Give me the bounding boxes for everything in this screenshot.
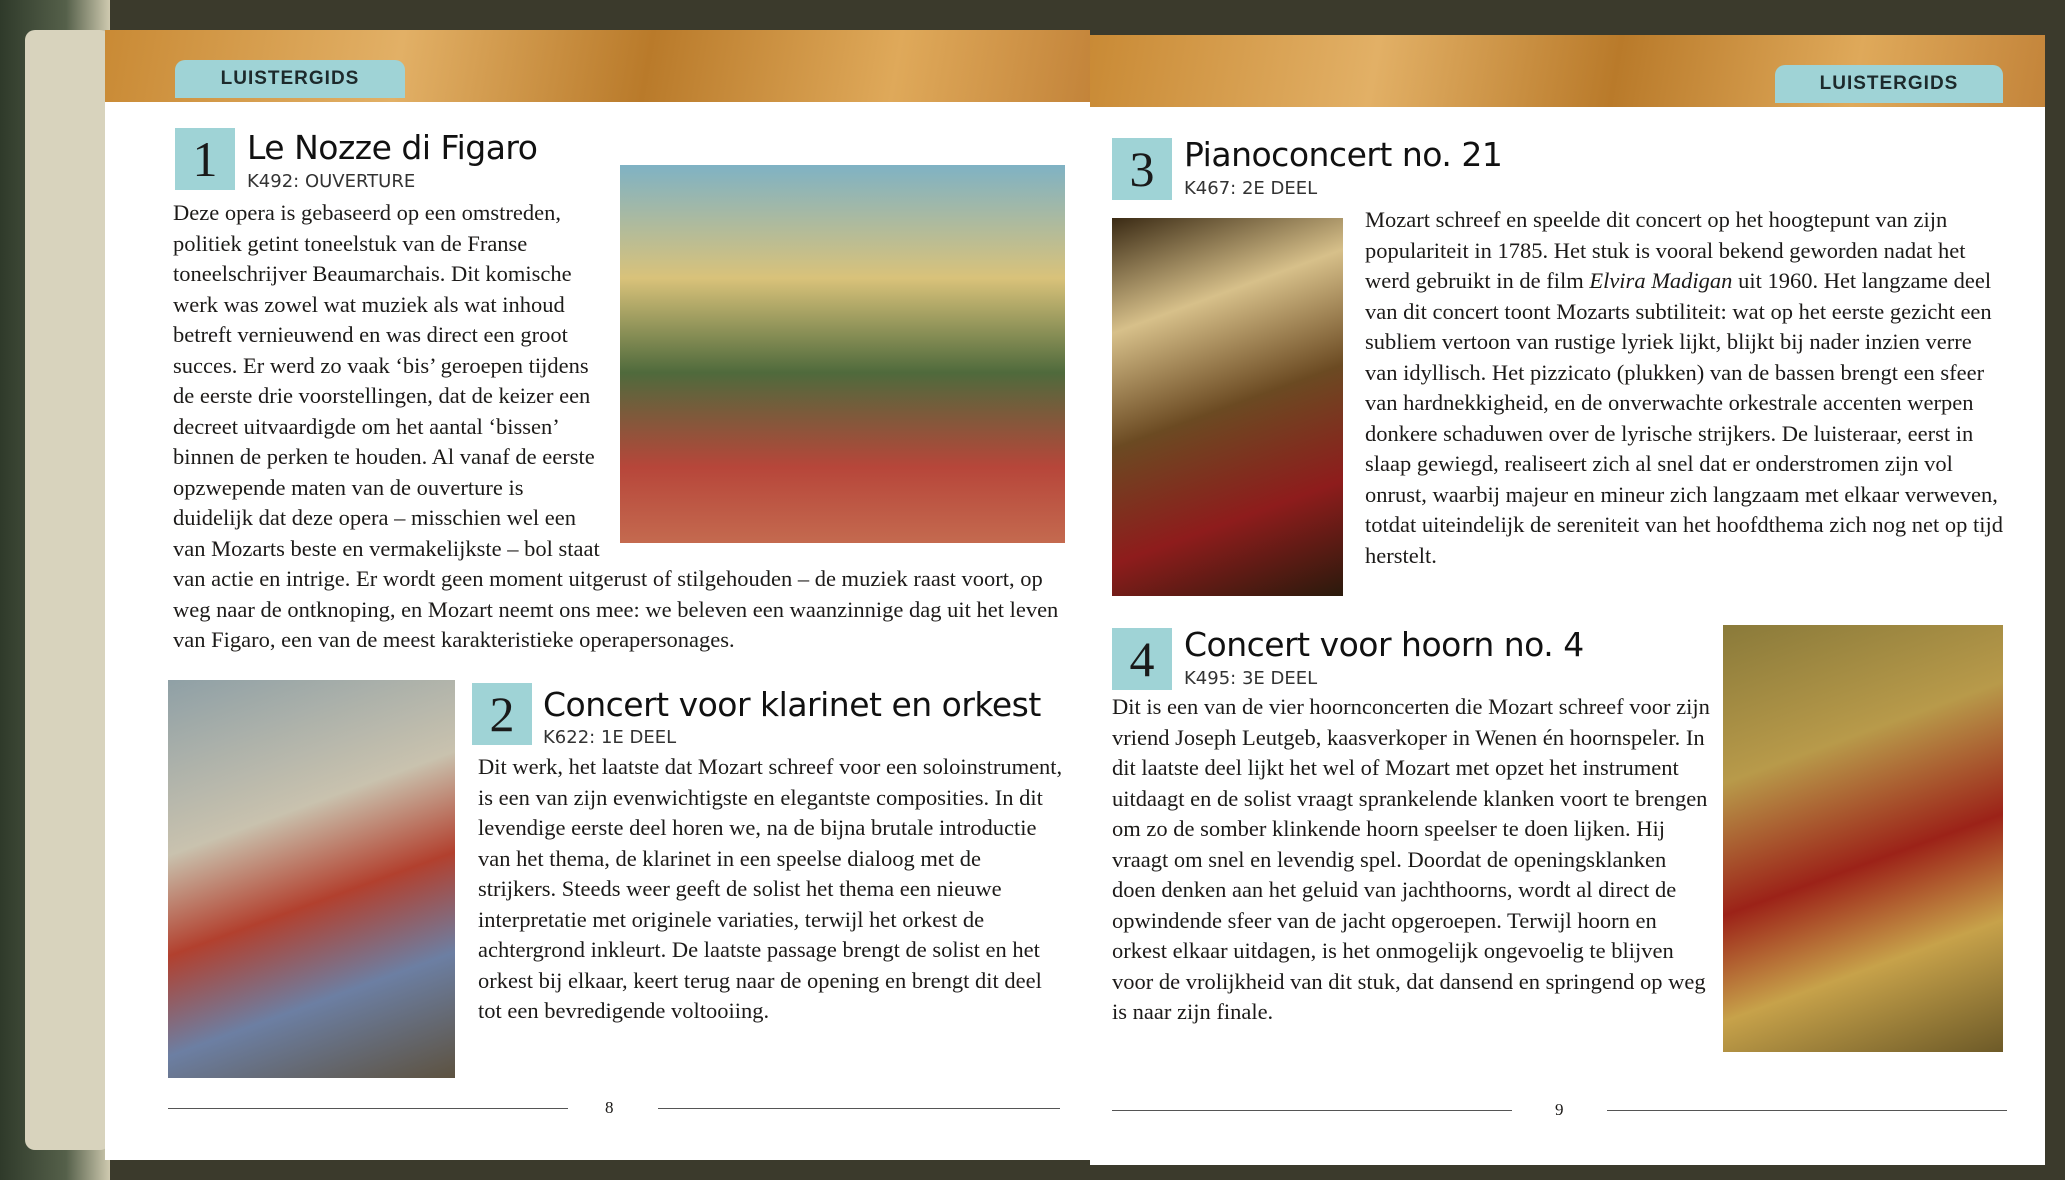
track-number: 2: [472, 683, 532, 745]
figaro-wedding-illustration: [620, 165, 1065, 543]
footer-rule: [168, 1108, 568, 1109]
track-description: Deze opera is gebaseerd op een omstreden, politiek getint toneelstuk van de Franse toneelschrijver Beaumarchais. Dit komische werk was zowel wat muziek als wat inhoud betreft vernieuwend en was direct een groot succes. Er werd zo vaak ‘bis’ geroepen tijdens de eerste drie voorstellingen, dat de keizer een decreet uitvaardigde om het aantal ‘bissen’ binnen de perken te houden. Al vanaf de eerste opzwepende maten van de ouverture is duidelijk dat deze opera – misschien wel een van Mozarts beste en vermakelijkste – bol staat van actie en intrige. Er wordt geen moment uitgerust of stilgehouden – de muziek raast voort, op weg naar de ontknoping, en Mozart neemt ons mee: we beleven een waanzinnige dag uit het leven van Figaro, een van de meest karakteristieke operapersonages.: [173, 198, 1063, 656]
track-description: Dit werk, het laatste dat Mozart schreef voor een soloinstrument, is een van zijn evenwichtigste en elegantste composities. In dit levendige eerste deel horen we, na de bijna brutale introductie van het thema, de klarinet in een speelse dialoog met de strijkers. Steeds weer geeft de solist het thema een nieuwe interpretatie met originele variaties, terwijl het orkest de achtergrond inkleurt. De laatste passage brengt de solist en het orkest bij elkaar, keert terug naar de opening en brengt dit deel tot een bevredigende voltooiing.: [478, 754, 1063, 1023]
left-page: [105, 30, 1090, 1160]
track-title: Concert voor hoorn no. 4: [1184, 625, 1584, 664]
track-title: Pianoconcert no. 21: [1184, 135, 1503, 174]
cd-tray: [25, 30, 110, 1150]
footer-rule: [1112, 1110, 1512, 1111]
track-title: Concert voor klarinet en orkest: [543, 685, 1041, 724]
horn-still-life-painting: [1723, 625, 2003, 1052]
track-number: 3: [1112, 138, 1172, 200]
track-subtitle: K467: 2E DEEL: [1184, 178, 1318, 199]
track-description: Mozart schreef en speelde dit concert op het hoogtepunt van zijn populariteit in 1785. Het stuk is vooral bekend geworden nadat het werd gebruikt in de film Elvira Madigan uit 1960. Het langzame deel van dit concert toont Mozarts subtiliteit: wat op het eerste gezicht een subliem vertoon van rustige lyriek lijkt, blijkt bij nader inzien verre van idyllisch. Het pizzicato (plukken) van de bassen brengt een sfeer van hardnekkigheid, en de onverwachte orkestrale accenten werpen donkere schaduwen over de lyrische strijkers. De luisteraar, eerst in slaap gewiegd, realiseert zich al snel dat er onderstromen zijn vol onrust, waarbij majeur en mineur zich langzaam met elkaar verweven, totdat uiteindelijk de sereniteit van het hoofdthema zich nog net op tijd herstelt.: [1365, 207, 2003, 568]
track-subtitle: K622: 1E DEEL: [543, 727, 677, 748]
track-number: 4: [1112, 628, 1172, 690]
track-number: 1: [175, 128, 235, 190]
section-tab: LUISTERGIDS: [1775, 65, 2003, 103]
page-number: 8: [605, 1098, 614, 1117]
track-subtitle: K495: 3E DEEL: [1184, 668, 1318, 689]
film-title: Elvira Madigan: [1589, 268, 1733, 293]
track-subtitle: K492: OUVERTURE: [247, 171, 416, 192]
right-page: [1090, 35, 2045, 1165]
piano-hand-painting: [1112, 218, 1343, 596]
footer-rule: [658, 1108, 1060, 1109]
clarinet-player-illustration: [168, 680, 455, 1078]
page-number: 9: [1555, 1100, 1564, 1119]
track-title: Le Nozze di Figaro: [247, 128, 538, 167]
footer-rule: [1607, 1110, 2007, 1111]
section-tab: LUISTERGIDS: [175, 60, 405, 98]
track-description: Dit is een van de vier hoornconcerten die Mozart schreef voor zijn vriend Joseph Leutgeb, kaasverkoper in Wenen én hoornspeler. In dit laatste deel lijkt het wel of Mozart met opzet het instrument uitdaagt en de solist vraagt sprankelende klanken voort te brengen om zo de somber klinkende hoorn speelser te doen lijken. Hij vraagt om snel en levendig spel. Doordat de openingsklanken doen denken aan het geluid van jachthoorns, wordt al direct de opwindende sfeer van de jacht opgeroepen. Terwijl hoorn en orkest elkaar uitdagen, is het onmogelijk ongevoelig te blijven voor de vrolijkheid van dit stuk, dat dansend en springend op weg is naar zijn finale.: [1112, 694, 1710, 1024]
